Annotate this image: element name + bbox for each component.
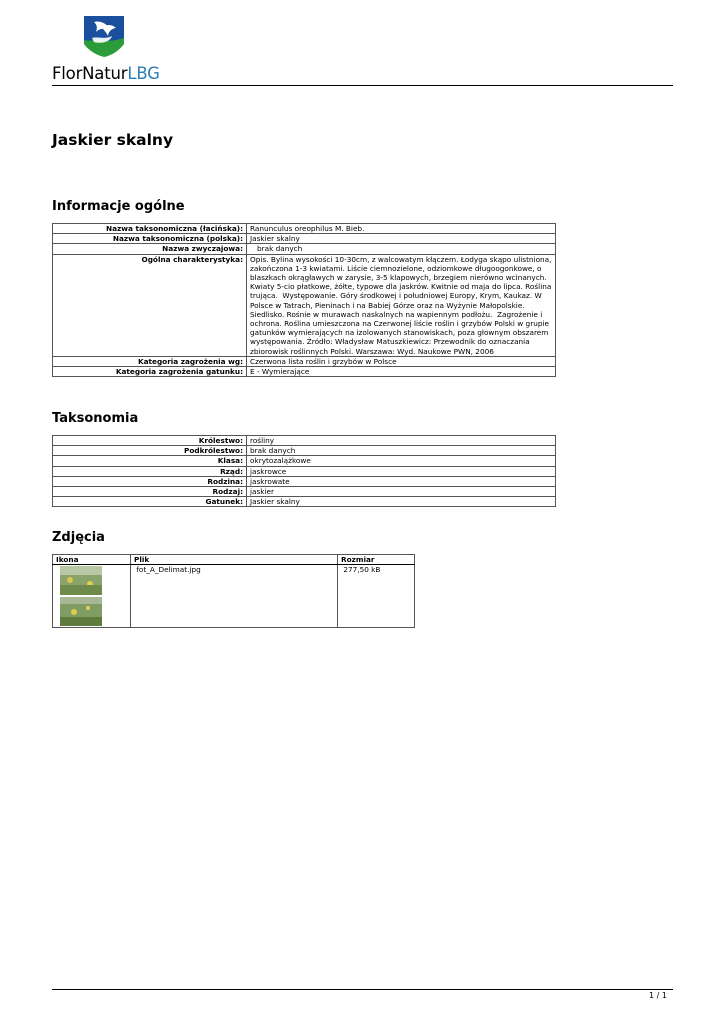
taxonomy-row	[53, 466, 556, 476]
section-heading-taxonomy: Taksonomia	[52, 411, 139, 426]
info-row	[53, 356, 556, 366]
footer-divider	[52, 989, 673, 990]
photo-thumbnail[interactable]	[60, 566, 102, 626]
taxonomy-row-value: okrytozalążkowe	[247, 456, 556, 466]
taxonomy-row-label: Gatunek:	[53, 497, 247, 507]
info-row	[53, 244, 556, 254]
info-row-value: Ranunculus oreophilus M. Bieb.	[247, 224, 556, 234]
info-row-label: Nazwa zwyczajowa:	[53, 244, 247, 254]
logo-wordmark	[52, 64, 160, 83]
info-row	[53, 234, 556, 244]
info-row-label: Ogólna charakterystyka:	[53, 254, 247, 356]
photo-file-name[interactable]: fot_A_Delimat.jpg	[131, 565, 338, 628]
info-row-value: E - Wymierające	[247, 367, 556, 377]
taxonomy-row-value: Jaskier skalny	[247, 497, 556, 507]
photo-thumbnail-cell[interactable]	[53, 565, 131, 628]
info-row-value: Jaskier skalny	[247, 234, 556, 244]
taxonomy-row-value: rośliny	[247, 436, 556, 446]
taxonomy-row-label: Rodzaj:	[53, 487, 247, 497]
page-number: 1 / 1	[649, 991, 667, 1000]
info-row	[53, 367, 556, 377]
info-row-label: Kategoria zagrożenia gatunku:	[53, 367, 247, 377]
info-row	[53, 254, 556, 356]
page-title: Jaskier skalny	[52, 131, 174, 149]
column-header-size: Rozmiar	[338, 555, 415, 565]
column-header-icon: Ikona	[53, 555, 131, 565]
header-divider	[52, 85, 673, 86]
taxonomy-row-label: Rodzina:	[53, 476, 247, 486]
info-row-value: Opis. Bylina wysokości 10-30cm, z walcowatym kłączem. Łodyga skąpo ulistniona, zakończona 1-3 kwiatami. Liście ciemnozielone, odziomkowe długoogonkowe, o blaszkach okrągławych w zarysie, 3-5 klapowych, brzegiem nierówno wcinanych. Kwiaty 5-cio płatkowe, żółte, typowe dla jaskrów. Kwitnie od maja do lipca. Roślina trująca. Występowanie. Góry środkowej i południowej Europy, Krym, Kaukaz. W Polsce w Tatrach, Pieninach i na Babiej Górze oraz na Wyżynie Małopolskie. Siedlisko. Rośnie w murawach naskalnych na wapiennym podłożu. Zagrożenie i ochrona. Roślina umieszczona na Czerwonej liście roślin i grzybów Polski w grupie gatunków wymierających na izolowanych stanowiskach, poza głownym obszarem występowania. Źródło: Władysław Matuszkiewicz: Przewodnik do oznaczania zbiorowisk roślinnych Polski. Warszawa: Wyd. Naukowe PWN, 2006	[247, 254, 556, 356]
taxonomy-row	[53, 476, 556, 486]
column-header-file: Plik	[131, 555, 338, 565]
info-row-label: Nazwa taksonomiczna (polska):	[53, 234, 247, 244]
photos-table	[52, 554, 415, 628]
taxonomy-row	[53, 487, 556, 497]
taxonomy-row-label: Królestwo:	[53, 436, 247, 446]
info-row-value: brak danych	[247, 244, 556, 254]
taxonomy-table	[52, 435, 556, 507]
info-row-label: Kategoria zagrożenia wg:	[53, 356, 247, 366]
taxonomy-row-value: jaskrowate	[247, 476, 556, 486]
taxonomy-row	[53, 456, 556, 466]
taxonomy-row	[53, 436, 556, 446]
taxonomy-row-value: jaskrowce	[247, 466, 556, 476]
section-heading-photos: Zdjęcia	[52, 530, 105, 545]
photo-file-size: 277,50 kB	[338, 565, 415, 628]
info-row	[53, 224, 556, 234]
section-heading-general: Informacje ogólne	[52, 199, 185, 214]
taxonomy-row-label: Podkrólestwo:	[53, 446, 247, 456]
taxonomy-row	[53, 446, 556, 456]
taxonomy-row	[53, 497, 556, 507]
info-row-value: Czerwona lista roślin i grzybów w Polsce	[247, 356, 556, 366]
taxonomy-row-value: jaskier	[247, 487, 556, 497]
logo-icon	[82, 14, 126, 58]
logo-accent-text: LBG	[127, 64, 160, 83]
taxonomy-row-label: Klasa:	[53, 456, 247, 466]
general-info-table	[52, 223, 556, 377]
photo-row	[53, 565, 415, 628]
logo-main-text: FlorNatur	[52, 64, 128, 83]
info-row-label: Nazwa taksonomiczna (łacińska):	[53, 224, 247, 234]
taxonomy-row-value: brak danych	[247, 446, 556, 456]
taxonomy-row-label: Rząd:	[53, 466, 247, 476]
